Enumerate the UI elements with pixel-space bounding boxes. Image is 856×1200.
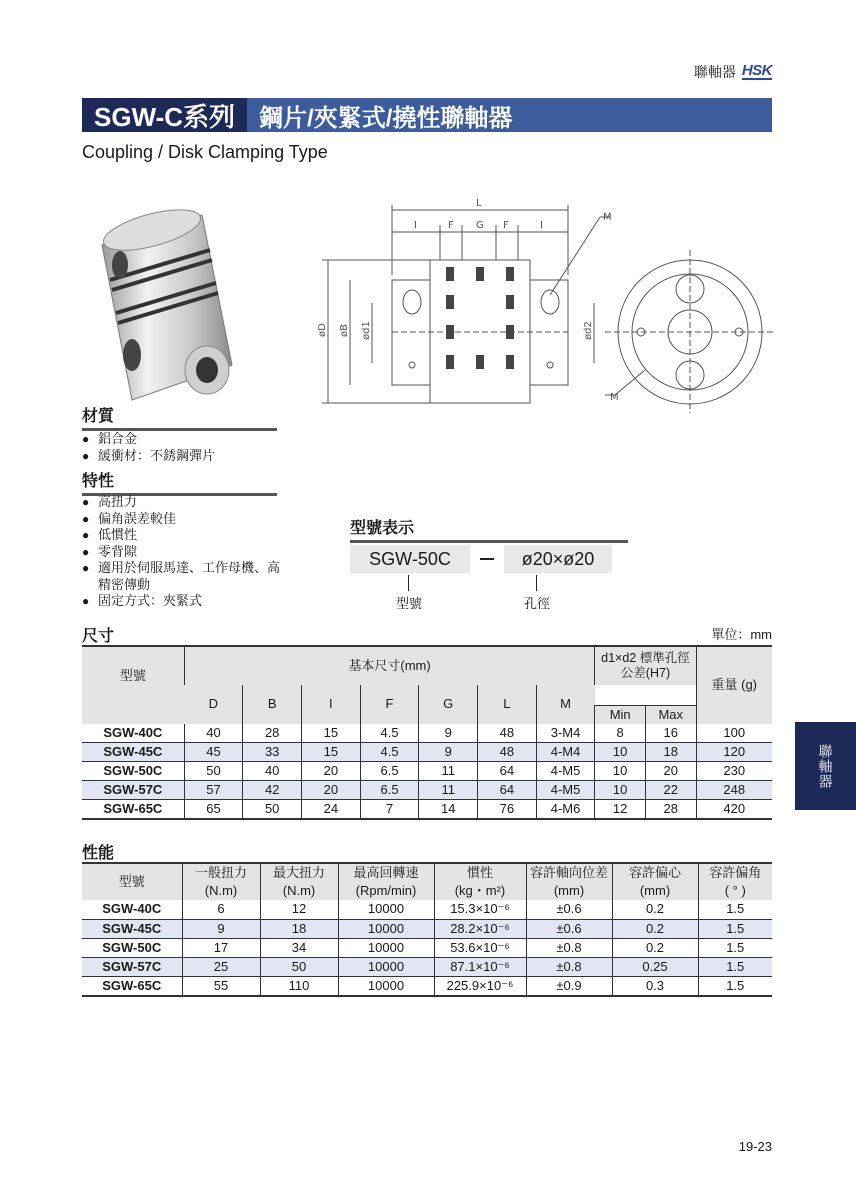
list-item: ● 緩衝材：不銹鋼彈片 (82, 448, 215, 465)
list-item: ● 零背隙 (82, 544, 282, 561)
drawing-label-I2: I (540, 220, 543, 231)
title-bar (82, 98, 772, 132)
unit-label: 單位：mm (711, 627, 772, 642)
table-cell: 28 (645, 800, 696, 820)
table-cell: 20 (302, 762, 361, 781)
table-cell: 10 (595, 781, 646, 800)
table-cell: 50 (260, 957, 338, 976)
table-cell: 6.5 (360, 781, 419, 800)
table-cell: 4.5 (360, 724, 419, 743)
header-model: 型號 (82, 647, 184, 705)
table-row (82, 762, 772, 781)
table-cell: 12 (595, 800, 646, 820)
model-code: SGW-50C (350, 545, 470, 573)
table-cell: 48 (478, 724, 537, 743)
drawing-label-G: G (476, 220, 484, 231)
dimensions-body (82, 724, 772, 820)
table-row (82, 781, 772, 800)
table-cell: 18 (645, 743, 696, 762)
table-row (82, 724, 772, 743)
table-cell: 28 (243, 724, 302, 743)
features-list (82, 494, 282, 610)
row-model-cell: SGW-40C (82, 900, 182, 919)
table-cell: 0.2 (612, 900, 698, 919)
side-tab-label: 聯軸器 (817, 743, 834, 789)
dimensions-table (82, 647, 772, 820)
drawing-label-F2: F (503, 220, 509, 231)
separator-dash (480, 558, 494, 560)
table-cell: 48 (478, 743, 537, 762)
table-cell: 4-M5 (536, 781, 595, 800)
bore-pointer (536, 575, 537, 591)
row-model-cell: SGW-50C (82, 762, 184, 781)
header-B: B (243, 685, 302, 724)
table-cell: 10 (595, 743, 646, 762)
table-cell: 1.5 (698, 938, 772, 957)
table-cell: 18 (260, 919, 338, 938)
header-label: 一般扭力 (194, 865, 247, 880)
list-item: ● 高扭力 (82, 494, 282, 511)
side-tab (795, 722, 856, 810)
row-model-cell: SGW-45C (82, 919, 182, 938)
table-cell: 34 (260, 938, 338, 957)
table-cell: 10000 (338, 919, 434, 938)
header-unit: (N.m) (282, 883, 316, 898)
perf-header-angular (698, 864, 772, 900)
model-notation (350, 515, 630, 611)
performance-heading: 性能 (82, 845, 115, 862)
table-cell: 65 (184, 800, 243, 820)
header-category: 聯軸器 (693, 64, 736, 80)
model-notation-heading: 型號表示 (350, 515, 628, 543)
header-D: D (184, 685, 243, 724)
table-cell: 24 (302, 800, 361, 820)
table-row (82, 800, 772, 820)
table-cell: 20 (302, 781, 361, 800)
table-cell: 11 (419, 762, 478, 781)
row-model-cell: SGW-57C (82, 781, 184, 800)
table-cell: ±0.6 (526, 919, 612, 938)
header-F: F (360, 685, 419, 724)
model-notation-row (350, 545, 612, 573)
perf-header-max-speed (338, 864, 434, 900)
table-row (82, 976, 772, 996)
table-cell: 55 (182, 976, 260, 996)
table-cell: 11 (419, 781, 478, 800)
header-label: 最高回轉速 (353, 865, 419, 880)
table-cell: ±0.6 (526, 900, 612, 919)
page-number: 19-23 (738, 1139, 772, 1154)
table-cell: ±0.9 (526, 976, 612, 996)
table-cell: 120 (696, 743, 772, 762)
table-cell: 25 (182, 957, 260, 976)
table-cell: 53.6×10⁻⁶ (434, 938, 526, 957)
table-cell: 50 (243, 800, 302, 820)
table-cell: 20 (645, 762, 696, 781)
table-cell: 14 (419, 800, 478, 820)
table-row (82, 938, 772, 957)
list-item: ● 偏角誤差較佳 (82, 511, 282, 528)
table-cell: 33 (243, 743, 302, 762)
table-cell: 28.2×10⁻⁶ (434, 919, 526, 938)
table-cell: ±0.8 (526, 957, 612, 976)
table-cell: 10000 (338, 957, 434, 976)
perf-header-inertia (434, 864, 526, 900)
drawing-label-M2: M (610, 392, 619, 403)
table-cell: 0.25 (612, 957, 698, 976)
header-label: 最大扭力 (272, 865, 325, 880)
row-model-cell: SGW-45C (82, 743, 184, 762)
drawing-label-I: I (414, 220, 417, 231)
perf-header-axial (526, 864, 612, 900)
table-cell: 225.9×10⁻⁶ (434, 976, 526, 996)
technical-drawing (300, 195, 780, 415)
table-cell: 6.5 (360, 762, 419, 781)
table-cell: 6 (182, 900, 260, 919)
header-unit: (kg・m²) (454, 883, 506, 898)
header-min: Min (595, 705, 646, 724)
drawing-label-M: M (603, 212, 612, 223)
table-row (82, 743, 772, 762)
table-cell: 4-M4 (536, 743, 595, 762)
table-cell: 87.1×10⁻⁶ (434, 957, 526, 976)
table-cell: ±0.8 (526, 938, 612, 957)
table-cell: 64 (478, 762, 537, 781)
performance-body (82, 900, 772, 996)
material-heading: 材質 (82, 403, 277, 431)
table-cell: 10000 (338, 900, 434, 919)
perf-header-model: 型號 (82, 864, 182, 900)
drawing-label-D: øD (317, 323, 328, 337)
table-cell: 230 (696, 762, 772, 781)
table-cell: 110 (260, 976, 338, 996)
table-cell: 1.5 (698, 919, 772, 938)
header-basic: 基本尺寸(mm) (184, 647, 595, 685)
header-weight: 重量 (g) (696, 647, 772, 724)
header-L: L (478, 685, 537, 724)
table-cell: 10 (595, 762, 646, 781)
header-unit: (mm) (553, 883, 585, 898)
table-cell: 9 (419, 724, 478, 743)
drawing-label-d2: ød2 (583, 321, 594, 340)
table-cell: 8 (595, 724, 646, 743)
table-cell: 15 (302, 743, 361, 762)
header-brand (694, 62, 772, 82)
header-label: 慣性 (466, 865, 493, 880)
table-cell: 45 (184, 743, 243, 762)
table-cell: 40 (243, 762, 302, 781)
model-caption: 型號 (396, 596, 423, 611)
row-model-cell: SGW-40C (82, 724, 184, 743)
bore-code: ø20×ø20 (504, 545, 612, 573)
header-label: 容許偏心 (628, 865, 681, 880)
features-heading: 特性 (82, 468, 277, 496)
header-unit: (N.m) (204, 883, 238, 898)
series-title: SGW-C系列 (82, 98, 247, 132)
table-cell: 3-M4 (536, 724, 595, 743)
header-unit: ( ° ) (724, 883, 746, 898)
header-max: Max (645, 705, 696, 724)
table-cell: 100 (696, 724, 772, 743)
header-M: M (536, 685, 595, 724)
table-cell: 64 (478, 781, 537, 800)
row-model-cell: SGW-65C (82, 976, 182, 996)
drawing-label-L: L (476, 198, 482, 209)
table-cell: 420 (696, 800, 772, 820)
table-cell: 17 (182, 938, 260, 957)
list-item: ● 適用於伺服馬達、工作母機、高精密傳動 (82, 560, 282, 593)
table-cell: 1.5 (698, 900, 772, 919)
subtitle: Coupling / Disk Clamping Type (82, 142, 328, 162)
table-cell: 9 (419, 743, 478, 762)
perf-header-rated-torque (182, 864, 260, 900)
table-cell: 15 (302, 724, 361, 743)
header-I: I (302, 685, 361, 724)
header-G: G (419, 685, 478, 724)
header-unit: (mm) (639, 883, 671, 898)
table-cell: 16 (645, 724, 696, 743)
drawing-label-B: øB (339, 324, 350, 337)
table-cell: 0.3 (612, 976, 698, 996)
table-cell: 1.5 (698, 976, 772, 996)
header-label: 容許偏角 (709, 865, 762, 880)
table-cell: 1.5 (698, 957, 772, 976)
row-model-cell: SGW-65C (82, 800, 184, 820)
table-cell: 9 (182, 919, 260, 938)
table-cell: 12 (260, 900, 338, 919)
list-item: ● 低慣性 (82, 527, 282, 544)
table-cell: 7 (360, 800, 419, 820)
table-cell: 4.5 (360, 743, 419, 762)
dimensions-heading: 尺寸 (82, 628, 115, 645)
table-cell: 15.3×10⁻⁶ (434, 900, 526, 919)
table-row (82, 919, 772, 938)
brand-logo: HSK (741, 62, 772, 79)
table-cell: 0.2 (612, 919, 698, 938)
table-cell: 10000 (338, 976, 434, 996)
table-cell: 57 (184, 781, 243, 800)
product-photo (82, 205, 252, 405)
drawing-label-F: F (448, 220, 454, 231)
table-cell: 50 (184, 762, 243, 781)
table-cell: 248 (696, 781, 772, 800)
table-cell: 4-M5 (536, 762, 595, 781)
performance-table (82, 864, 772, 997)
table-cell: 40 (184, 724, 243, 743)
product-title: 鋼片/夾緊式/撓性聯軸器 (259, 104, 513, 132)
header-unit: (Rpm/min) (355, 883, 417, 898)
list-item: ● 固定方式：夾緊式 (82, 593, 282, 610)
header-label: 容許軸向位差 (529, 865, 608, 880)
table-cell: 0.2 (612, 938, 698, 957)
table-row (82, 957, 772, 976)
row-model-cell: SGW-57C (82, 957, 182, 976)
list-item: ● 鋁合金 (82, 431, 215, 448)
drawing-label-d1: ød1 (361, 321, 372, 340)
header-spacer (82, 705, 184, 724)
header-bore: d1×d2 標準孔徑 公差(H7) (595, 647, 696, 685)
material-list (82, 431, 215, 464)
table-cell: 4-M6 (536, 800, 595, 820)
model-pointer (408, 575, 409, 591)
bore-caption: 孔徑 (524, 596, 551, 611)
table-cell: 42 (243, 781, 302, 800)
table-row (82, 900, 772, 919)
perf-header-radial (612, 864, 698, 900)
table-cell: 76 (478, 800, 537, 820)
table-cell: 10000 (338, 938, 434, 957)
row-model-cell: SGW-50C (82, 938, 182, 957)
table-cell: 22 (645, 781, 696, 800)
perf-header-max-torque (260, 864, 338, 900)
